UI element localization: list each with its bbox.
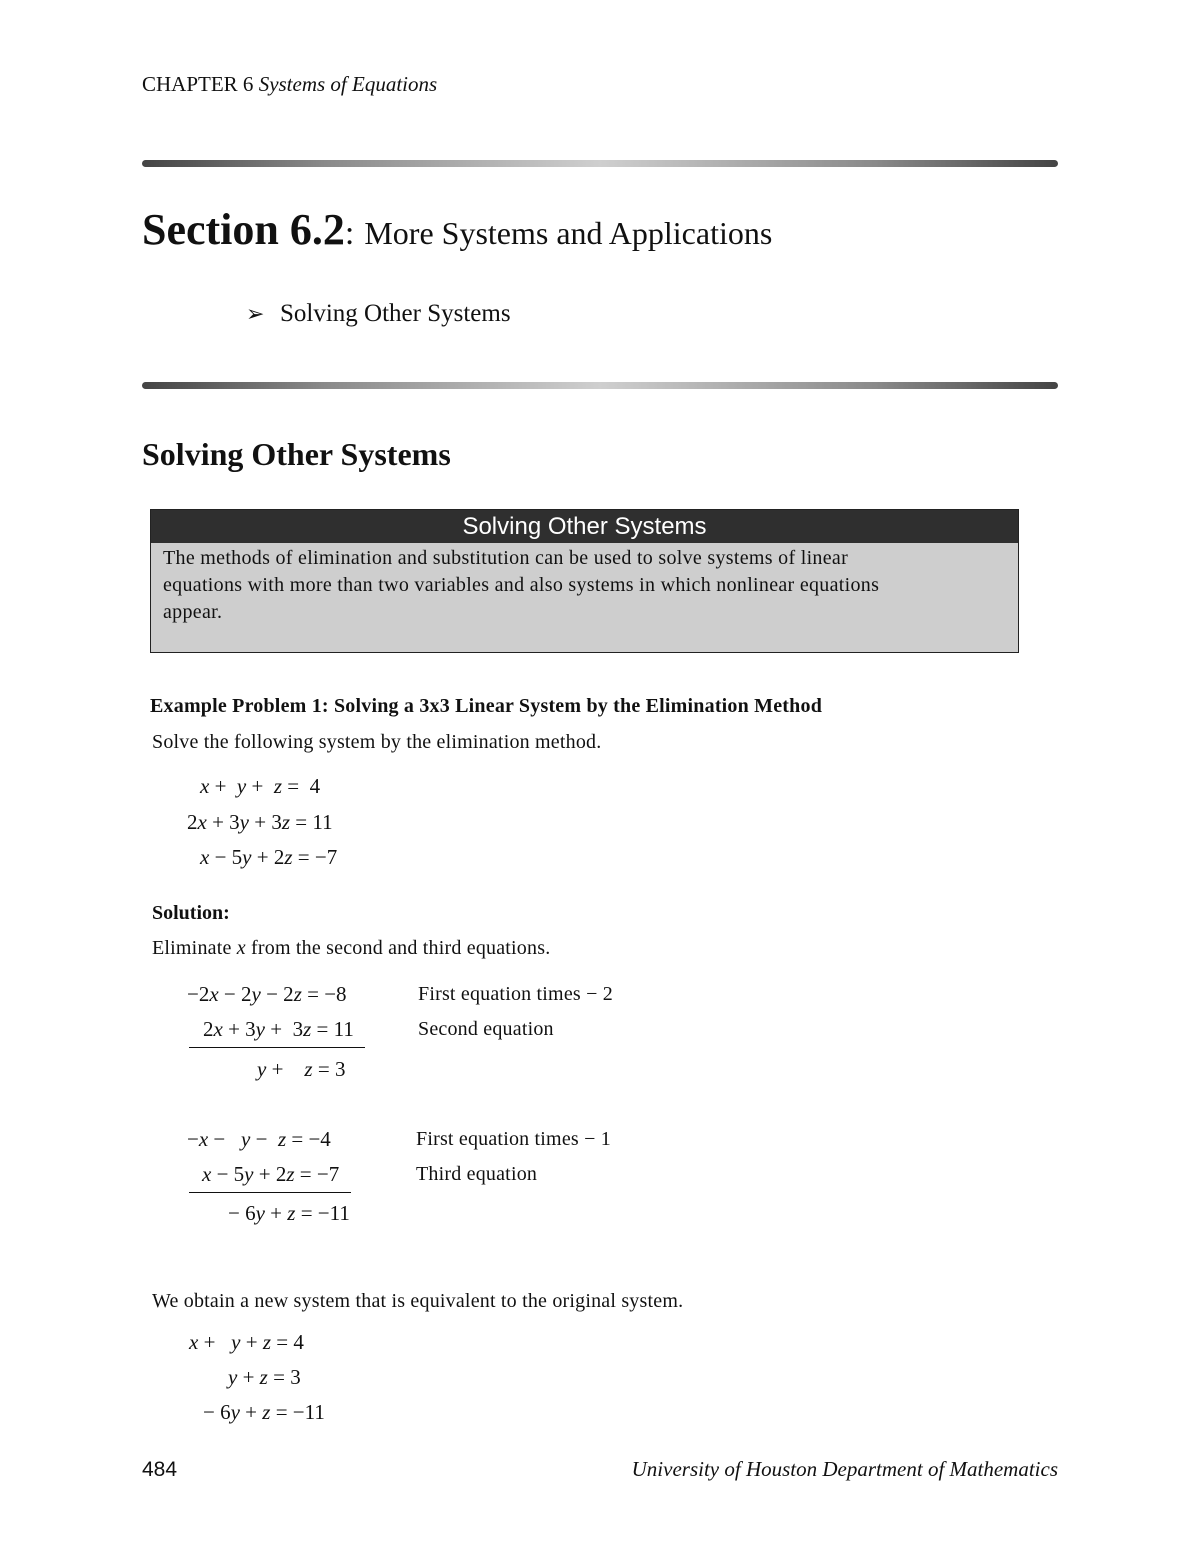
footer-institution: University of Houston Department of Mathematics — [631, 1457, 1058, 1481]
bottom-divider — [142, 382, 1058, 389]
chapter-title: Systems of Equations — [258, 72, 438, 96]
section-number: Section 6.2 — [142, 205, 345, 254]
new-system-equation-2: y + z = 3 — [228, 1365, 301, 1389]
step-intro-var: x — [236, 937, 246, 959]
topic-list — [246, 300, 511, 328]
block1-note-1: First equation times − 2 — [418, 983, 613, 1005]
top-divider — [142, 160, 1058, 167]
definition-line: equations with more than two variables and also systems in which nonlinear equations — [163, 574, 880, 596]
block1-sum-line — [189, 1047, 365, 1048]
definition-line: The methods of elimination and substitution can be used to solve systems of linear — [163, 547, 849, 569]
section-title — [142, 204, 772, 255]
system-equation-1: x + y + z = 4 — [200, 774, 321, 798]
chapter-label: CHAPTER 6 — [142, 72, 254, 96]
solution-label: Solution: — [152, 902, 230, 924]
new-system-equation-3: − 6y + z = −11 — [203, 1400, 325, 1424]
step-intro-pre: Eliminate — [152, 937, 237, 959]
equivalent-text: We obtain a new system that is equivalent to the original system. — [152, 1290, 684, 1312]
section-colon: : — [344, 215, 355, 252]
system-equation-2: 2x + 3y + 3z = 11 — [187, 810, 333, 834]
block2-note-1: First equation times − 1 — [416, 1128, 611, 1150]
page-number: 484 — [142, 1458, 178, 1481]
block2-note-2: Third equation — [416, 1163, 538, 1185]
system-equation-3: x − 5y + 2z = −7 — [200, 845, 338, 869]
definition-box-body — [151, 543, 1018, 626]
block1-note-2: Second equation — [418, 1018, 554, 1040]
block1-result: y + z = 3 — [257, 1057, 346, 1081]
section-name: More Systems and Applications — [364, 215, 773, 251]
example-prompt: Solve the following system by the elimination method. — [152, 731, 602, 753]
block2-equation-1: −x − y − z = −4 — [187, 1127, 331, 1151]
definition-box-title: Solving Other Systems — [151, 510, 1018, 543]
arrow-bullet-icon: ➢ — [246, 302, 265, 327]
definition-box — [150, 509, 1019, 653]
subsection-title: Solving Other Systems — [142, 436, 451, 472]
step-intro-post: from the second and third equations. — [245, 937, 551, 959]
block2-equation-2: x − 5y + 2z = −7 — [202, 1162, 340, 1186]
chapter-header — [142, 72, 437, 97]
block2-result: − 6y + z = −11 — [228, 1201, 350, 1225]
block2-sum-line — [189, 1192, 351, 1193]
definition-line: appear. — [163, 601, 223, 623]
example-title: Example Problem 1: Solving a 3x3 Linear System by the Elimination Method — [150, 695, 823, 717]
step-intro — [152, 937, 550, 960]
new-system-equation-1: x + y + z = 4 — [189, 1330, 304, 1354]
topic-item: Solving Other Systems — [280, 300, 511, 327]
block1-equation-2: 2x + 3y + 3z = 11 — [203, 1017, 354, 1041]
block1-equation-1: −2x − 2y − 2z = −8 — [187, 982, 347, 1006]
